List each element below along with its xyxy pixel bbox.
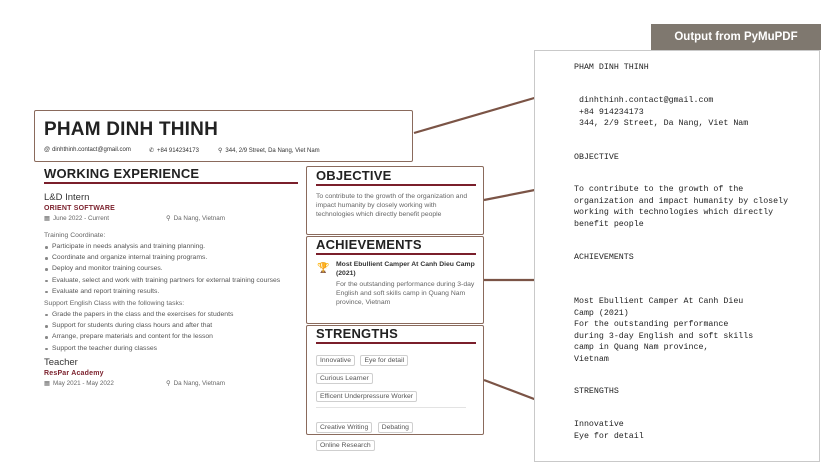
job-dates: ▦ May 2021 - May 2022 (44, 380, 114, 387)
output-objective-head: OBJECTIVE (574, 153, 619, 162)
output-achievements-text: Most Ebullient Camper At Canh Dieu Camp (2021) For the outstanding performance during 3-day English and soft skills camp in Quang Nam province, Vietnam (574, 297, 754, 364)
list-item: Arrange, prepare materials and content for the lesson (52, 333, 298, 342)
bullet-list (44, 243, 298, 296)
output-achievements-head: ACHIEVEMENTS (574, 253, 634, 262)
job-location: ⚲ Da Nang, Vietnam (166, 215, 225, 222)
list-item: Support for students during class hours and after that (52, 322, 298, 331)
location-pin-icon: ⚲ (166, 380, 171, 387)
job-dates: ▦ June 2022 - Current (44, 215, 109, 222)
job-company: ResPar Academy (44, 370, 104, 377)
strengths-box (306, 325, 484, 449)
strength-tag: Innovative (316, 355, 355, 366)
calendar-icon: ▦ (44, 380, 50, 387)
output-strengths-text: Innovative Eye for detail (574, 420, 644, 441)
objective-box (306, 166, 484, 235)
section-title-strengths: STRENGTHS (316, 326, 398, 341)
contact-address: ⚲ 344, 2/9 Street, Da Nang, Viet Nam (218, 148, 320, 154)
output-contact: dinhthinh.contact@gmail.com +84 914234173 344, 2/9 Street, Da Nang, Viet Nam (578, 96, 749, 128)
resume-name: PHAM DINH THINH (44, 119, 218, 140)
at-icon: @ (44, 147, 51, 153)
list-item: Evaluate, select and work with training partners for external training courses (52, 277, 298, 286)
strengths-tags-row1 (316, 349, 456, 403)
job-company: ORIENT SOFTWARE (44, 205, 116, 212)
achievement-item (336, 261, 476, 307)
trophy-icon: 🏆 (317, 263, 330, 274)
section-divider (44, 182, 298, 184)
section-title-objective: OBJECTIVE (316, 168, 392, 183)
group-heading: Training Coordinate: (44, 232, 106, 239)
section-divider (316, 342, 476, 344)
strength-tag: Online Research (316, 440, 375, 451)
working-experience-section (44, 166, 298, 390)
output-badge: Output from PyMuPDF (651, 24, 821, 50)
output-panel (534, 50, 820, 462)
achievement-desc: For the outstanding performance during 3-day English and soft skills camp in Quang Nam province, Vietnam (336, 280, 475, 306)
output-strengths-head: STRENGTHS (574, 387, 619, 396)
list-item: Deploy and monitor training courses. (52, 265, 298, 274)
list-item: Support the teacher during classes (52, 345, 298, 354)
strength-tag: Eye for detail (360, 355, 408, 366)
location-pin-icon: ⚲ (166, 215, 171, 222)
location-pin-icon: ⚲ (218, 148, 223, 154)
job-role: Teacher (44, 357, 78, 368)
section-title-achievements: ACHIEVEMENTS (316, 237, 422, 252)
list-item: Grade the papers in the class and the exercises for students (52, 311, 298, 320)
strength-tag: Creative Writing (316, 422, 372, 433)
tags-divider (316, 407, 466, 408)
section-divider (316, 184, 476, 186)
strength-tag: Debating (378, 422, 413, 433)
job-location: ⚲ Da Nang, Vietnam (166, 380, 225, 387)
job-role: L&D Intern (44, 192, 90, 203)
contact-email: @ dinhthinh.contact@gmail.com (44, 147, 131, 153)
header-box (34, 110, 413, 162)
output-objective-text: To contribute to the growth of the organization and impact humanity by closely working with technologies which directly benefit people (574, 185, 789, 229)
strength-tag: Curious Learner (316, 373, 373, 384)
achievement-title: Most Ebullient Camper At Canh Dieu Camp (2021) (336, 261, 475, 277)
calendar-icon: ▦ (44, 215, 50, 222)
objective-text: To contribute to the growth of the organization and impact humanity by closely working with technologies which directly benefit people (316, 193, 468, 219)
list-item: Coordinate and organize internal training programs. (52, 254, 298, 263)
output-name: PHAM DINH THINH (574, 63, 649, 72)
contact-phone: ✆ +84 914234173 (149, 148, 199, 154)
section-title-working-experience: WORKING EXPERIENCE (44, 166, 200, 181)
list-item: Participate in needs analysis and training planning. (52, 243, 298, 252)
strengths-tags-row2 (316, 416, 456, 452)
list-item: Evaluate and report training results. (52, 288, 298, 297)
section-divider (316, 253, 476, 255)
strength-tag: Efficent Underpressure Worker (316, 391, 417, 402)
group-heading: Support English Class with the following tasks: (44, 299, 185, 307)
bullet-list (44, 311, 298, 353)
phone-icon: ✆ (149, 148, 155, 154)
achievements-box (306, 236, 484, 324)
